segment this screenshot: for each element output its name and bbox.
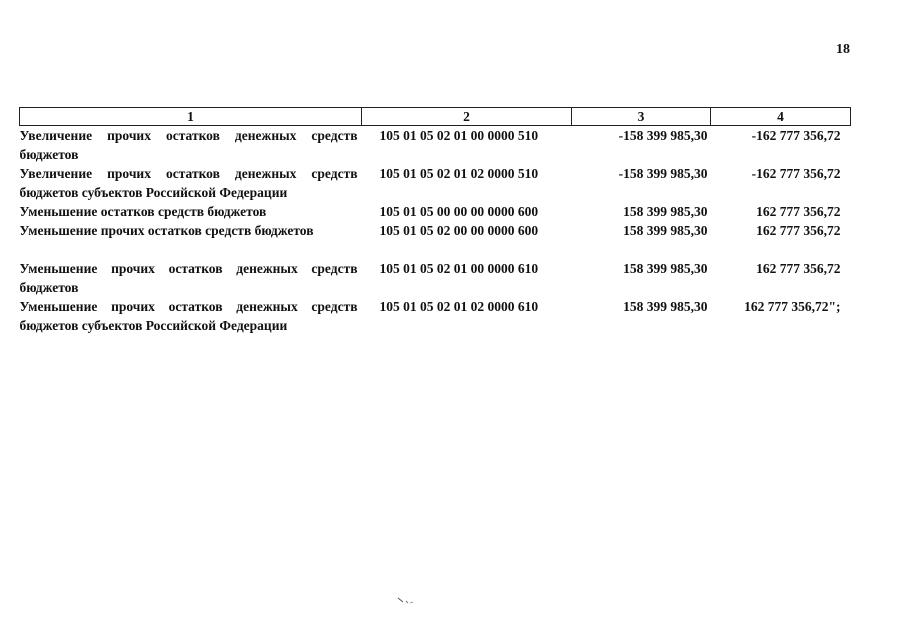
column-header-2: 2 xyxy=(362,108,572,126)
row-value-col4: 162 777 356,72"; xyxy=(744,299,841,314)
row-value-col3: 158 399 985,30 xyxy=(623,223,708,238)
row-code: 105 01 05 02 01 00 0000 510 xyxy=(379,128,539,143)
row-value-col4: -162 777 356,72 xyxy=(751,128,841,143)
table-row xyxy=(20,297,851,335)
table-row xyxy=(20,259,851,297)
row-value-col3: -158 399 985,30 xyxy=(618,166,708,181)
row-name: Уменьшение остатков средств бюджетов xyxy=(19,204,267,219)
row-code: 105 01 05 02 01 02 0000 510 xyxy=(379,166,539,181)
row-value-col3: -158 399 985,30 xyxy=(618,128,708,143)
spacer-cell xyxy=(572,240,711,259)
row-name: Уменьшение прочих остатков денежных средств бюджетов xyxy=(19,261,358,295)
table-row xyxy=(20,126,851,165)
column-header-3: 3 xyxy=(572,108,711,126)
budget-sources-table xyxy=(19,107,851,335)
row-name: Уменьшение прочих остатков средств бюджетов xyxy=(19,223,314,238)
page-number: 18 xyxy=(836,42,850,57)
table-row xyxy=(20,202,851,221)
row-name: Увеличение прочих остатков денежных средств бюджетов субъектов Российской Федерации xyxy=(19,166,358,200)
table-header-row xyxy=(20,108,851,126)
spacer-cell xyxy=(20,240,362,259)
row-code: 105 01 05 00 00 00 0000 600 xyxy=(379,204,539,219)
table-row xyxy=(20,164,851,202)
row-value-col4: -162 777 356,72 xyxy=(751,166,841,181)
row-value-col3: 158 399 985,30 xyxy=(623,261,708,276)
row-value-col3: 158 399 985,30 xyxy=(623,204,708,219)
row-spacer xyxy=(20,240,851,259)
row-value-col4: 162 777 356,72 xyxy=(756,204,841,219)
row-value-col3: 158 399 985,30 xyxy=(623,299,708,314)
row-value-col4: 162 777 356,72 xyxy=(756,223,841,238)
row-code: 105 01 05 02 01 00 0000 610 xyxy=(379,261,539,276)
table-row xyxy=(20,221,851,240)
row-name: Увеличение прочих остатков денежных средств бюджетов xyxy=(19,128,358,162)
row-code: 105 01 05 02 01 02 0000 610 xyxy=(379,299,539,314)
row-name: Уменьшение прочих остатков денежных средств бюджетов субъектов Российской Федерации xyxy=(19,299,358,333)
column-header-1: 1 xyxy=(20,108,362,126)
spacer-cell xyxy=(362,240,572,259)
column-header-4: 4 xyxy=(711,108,851,126)
row-code: 105 01 05 02 00 00 0000 600 xyxy=(379,223,539,238)
spacer-cell xyxy=(711,240,851,259)
scan-artifact-mark xyxy=(397,597,415,605)
row-value-col4: 162 777 356,72 xyxy=(756,261,841,276)
